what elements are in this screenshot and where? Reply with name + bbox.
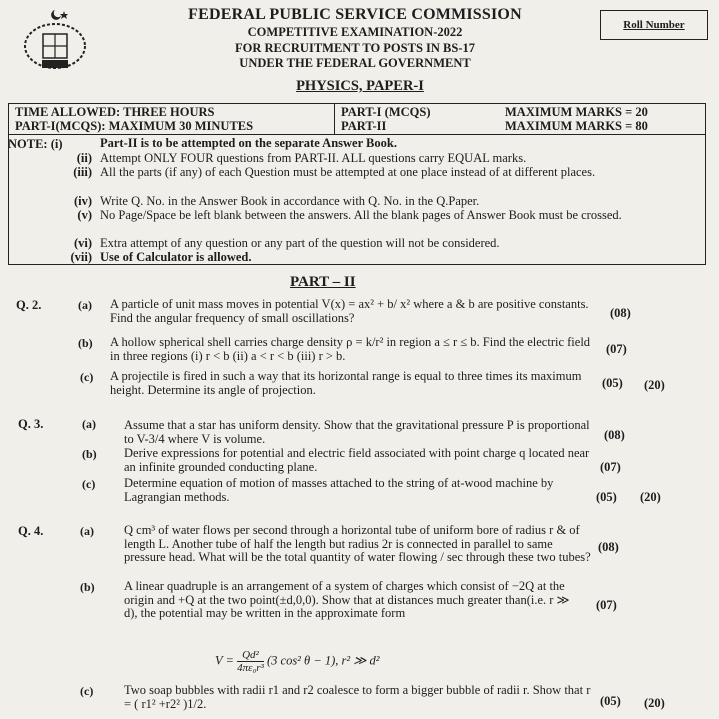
q3-total-marks: (20) bbox=[640, 490, 661, 504]
part1-max-marks: MAXIMUM MARKS = 20 bbox=[505, 105, 648, 119]
q2c-label: (c) bbox=[80, 370, 94, 384]
q2c-marks: (05) bbox=[602, 376, 623, 390]
q3a-marks: (08) bbox=[604, 428, 625, 442]
paper-title: PHYSICS, PAPER-I bbox=[296, 78, 424, 94]
q3c-marks: (05) bbox=[596, 490, 617, 504]
q2a-label: (a) bbox=[78, 298, 92, 312]
part2-max-marks: MAXIMUM MARKS = 80 bbox=[505, 119, 648, 133]
q4b-label: (b) bbox=[80, 580, 95, 594]
q2b-label: (b) bbox=[78, 336, 93, 350]
fpsc-emblem-logo bbox=[12, 6, 98, 74]
q4a-text: Q cm³ of water flows per second through a horizontal tube of uniform bore of radius r & of length L. Another tube of half the length but radius 2r is connected in parallel to same pressure head. What will be the total quantity of water flowing / sec through these two tubes? bbox=[124, 523, 591, 564]
q3b-text: Derive expressions for potential and electric field associated with point charge q located near an infinite grounded conducting plane. bbox=[124, 446, 590, 474]
q2a-text: A particle of unit mass moves in potential V(x) = ax² + b/ x² where a & b are positive constants. Find the angular frequency of small oscillations? bbox=[110, 297, 589, 325]
q2-total-marks: (20) bbox=[644, 378, 665, 392]
q4-total-marks: (20) bbox=[644, 696, 665, 710]
q4c-text: Two soap bubbles with radii r1 and r2 coalesce to form a bigger bubble of radii r. Show that r = ( r1² +r2² )1/2. bbox=[124, 683, 591, 711]
q2-number: Q. 2. bbox=[16, 298, 42, 312]
recruitment-line: FOR RECRUITMENT TO POSTS IN BS-17 bbox=[235, 41, 475, 55]
q3-number: Q. 3. bbox=[18, 417, 44, 431]
time-allowed: TIME ALLOWED: THREE HOURS bbox=[15, 105, 215, 119]
part1-time: PART-I(MCQS): MAXIMUM 30 MINUTES bbox=[15, 119, 254, 133]
roll-number-label: Roll Number bbox=[623, 19, 685, 31]
exam-info-table bbox=[8, 103, 706, 135]
q4c-marks: (05) bbox=[600, 694, 621, 708]
q2c-text: A projectile is fired in such a way that its horizontal range is equal to three times its maximum height. Determine its angle of projection. bbox=[110, 369, 582, 397]
q2b-marks: (07) bbox=[606, 342, 627, 356]
part1-label: PART-I (MCQS) bbox=[341, 105, 431, 119]
q3c-label: (c) bbox=[82, 477, 96, 491]
q3b-label: (b) bbox=[82, 447, 97, 461]
q4a-label: (a) bbox=[80, 524, 94, 538]
q4b-text: A linear quadruple is an arrangement of a system of charges which consist of −2Q at the origin and +Q at the two point(±d,0,0). Show that at distances much greater than(i.e. r ≫ d), the potential may be written in the approximate form bbox=[124, 579, 570, 620]
q4b-marks: (07) bbox=[596, 598, 617, 612]
quadrupole-formula: V = $\frac{\text{Qd²}}{\text{4πε₀r³}}$ (3 cos² θ − 1), r² ≫ d² bbox=[215, 649, 380, 674]
q3a-label: (a) bbox=[82, 417, 96, 431]
q2b-text: A hollow spherical shell carries charge density ρ = k/r² in region a ≤ r ≤ b. Find the electric field in three regions (i) r < b (ii) a < r < b (iii) r > b. bbox=[110, 335, 591, 363]
q4c-label: (c) bbox=[80, 684, 94, 698]
q4-number: Q. 4. bbox=[18, 524, 44, 538]
part2-label: PART-II bbox=[341, 119, 387, 133]
commission-title: FEDERAL PUBLIC SERVICE COMMISSION bbox=[188, 6, 522, 23]
q4a-marks: (08) bbox=[598, 540, 619, 554]
roll-number-box bbox=[600, 10, 708, 40]
q3c-text: Determine equation of motion of masses attached to the string of at-wood machine by Lagrangian methods. bbox=[124, 476, 554, 504]
q3a-text: Assume that a star has uniform density. Show that the gravitational pressure P is proportional to V-3/4 where V is volume. bbox=[124, 418, 590, 446]
government-line: UNDER THE FEDERAL GOVERNMENT bbox=[239, 56, 471, 70]
part-two-heading: PART – II bbox=[290, 274, 356, 290]
q3b-marks: (07) bbox=[600, 460, 621, 474]
exam-title: COMPETITIVE EXAMINATION-2022 bbox=[247, 25, 463, 39]
note-label: NOTE: (i) bbox=[8, 137, 63, 151]
q2a-marks: (08) bbox=[610, 306, 631, 320]
